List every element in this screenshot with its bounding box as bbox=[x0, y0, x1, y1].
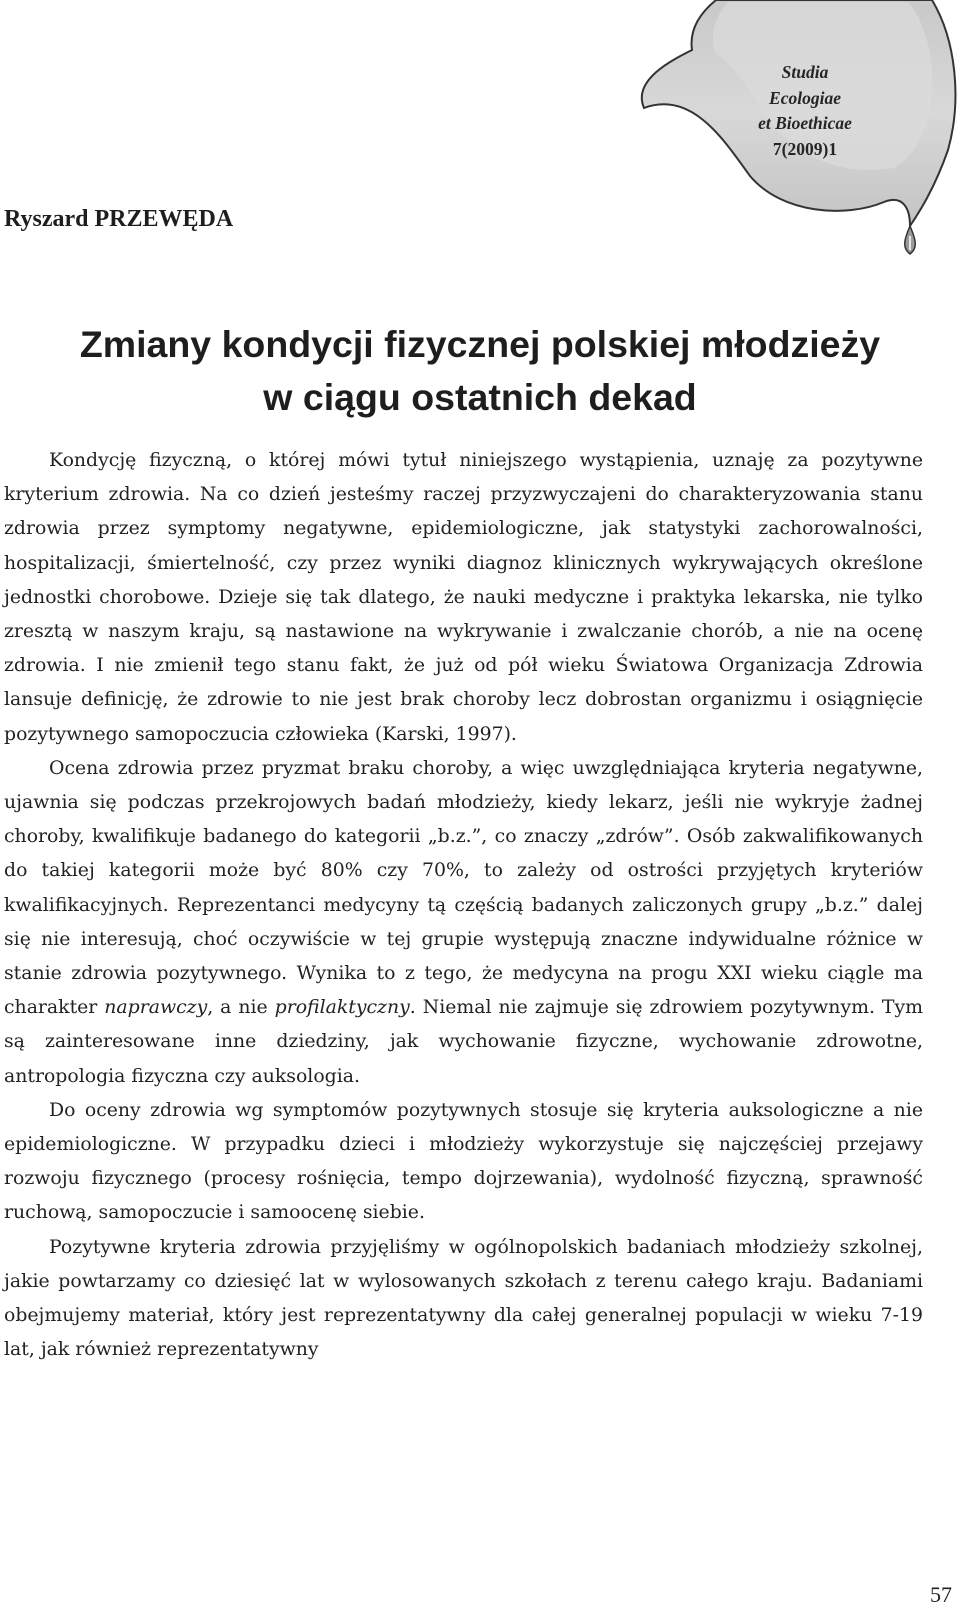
journal-line-3: et Bioethicae bbox=[758, 113, 852, 133]
paragraph-2 bbox=[4, 752, 923, 1094]
article-body bbox=[4, 444, 923, 1367]
journal-line-1: Studia bbox=[781, 62, 829, 82]
author-name: Ryszard PRZEWĘDA bbox=[4, 206, 234, 232]
title-line-1: Zmiany kondycji fizycznej polskiej młodzieży bbox=[79, 323, 881, 365]
journal-issue: 7(2009)1 bbox=[772, 138, 838, 159]
paragraph-3: Do oceny zdrowia wg symptomów pozytywnych stosuje się kryteria auksologiczne a nie epidemiologiczne. W przypadku dzieci i młodzieży wykorzystuje się najczęściej przejawy rozwoju fizycznego (procesy rośnięcia, tempo dojrzewania), wydolność fizyczną, sprawność ruchową, samopoczucie i samoocenę siebie. bbox=[4, 1099, 923, 1224]
emphasis-profilaktyczny: profilaktyczny bbox=[274, 997, 410, 1019]
paragraph-2-text-3: . Niemal nie zajmuje się zdrowiem pozytywnym. Tym są zainteresowane inne dziedziny, jak wychowanie fizyczne, wychowanie zdrowotne, antropologia fizyczna czy auksologia. bbox=[4, 997, 923, 1087]
paragraph-4: Pozytywne kryteria zdrowia przyjęliśmy w ogólnopolskich badaniach młodzieży szkolnej, jakie powtarzamy co dziesięć lat w wylosowanych szkołach z terenu całego kraju. Badaniami obejmujemy materiał, który jest reprezentatywny dla całej generalnej populacji w wieku 7-19 lat, jak również reprezentatywny bbox=[4, 1236, 923, 1361]
emphasis-naprawczy: naprawczy bbox=[104, 997, 208, 1019]
journal-badge bbox=[632, 0, 960, 270]
article-title bbox=[0, 318, 960, 424]
paragraph-2-text-1: Ocena zdrowia przez pryzmat braku choroby, a więc uwzględniająca kryteria negatywne, ujawnia się podczas przekrojowych badań młodzieży, kiedy lekarz, jeśli nie wykryje żadnej choroby, kwalifikuje badanego do kategorii „b.z.”, co znaczy „zdrów”. Osób zakwalifikowanych do takiej kategorii może być 80% czy 70%, to zależy od ostrości przyjętych kryteriów kwalifikacyjnych. Reprezentanci medycyny tą częścią badanych zaliczonych grupy „b.z.” dalej się nie interesują, choć oczywiście w tej grupie występują znaczne indywidualne różnice w stanie zdrowia pozytywnego. Wynika to z tego, że medycyna na progu XXI wieku ciągle ma charakter bbox=[4, 757, 923, 1019]
page-number: 57 bbox=[930, 1582, 952, 1607]
paragraph-1: Kondycję fizyczną, o której mówi tytuł niniejszego wystąpienia, uznaję za pozytywne kryterium zdrowia. Na co dzień jesteśmy raczej przyzwyczajeni do charakteryzowania stanu zdrowia przez symptomy negatywne, epidemiologiczne, jak statystyki zachorowalności, hospitalizacji, śmiertelność, czy przez wyniki diagnoz klinicznych wykrywających określone jednostki chorobowe. Dzieje się tak dlatego, że nauki medyczne i praktyka lekarska, nie tylko zresztą w naszym kraju, są nastawione na wykrywanie i zwalczanie chorób, a nie na ocenę zdrowia. I nie zmienił tego stanu fakt, że już od pół wieku Światowa Organizacja Zdrowia lansuje definicję, że zdrowie to nie jest brak choroby lecz dobrostan organizmu i osiągnięcie pozytywnego samopoczucia człowieka (Karski, 1997). bbox=[4, 450, 923, 745]
paragraph-2-text-2: , a nie bbox=[207, 997, 275, 1019]
title-line-2: w ciągu ostatnich dekad bbox=[263, 376, 697, 418]
journal-title bbox=[730, 60, 880, 162]
journal-line-2: Ecologiae bbox=[769, 87, 841, 108]
